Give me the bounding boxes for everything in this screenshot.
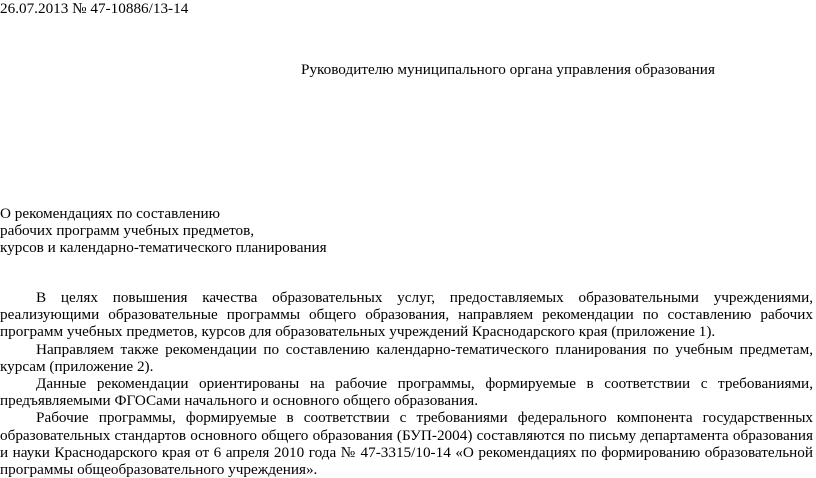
subject-line-2: рабочих программ учебных предметов, bbox=[0, 222, 255, 240]
paragraph-2: Направляем также рекомендации по составлению календарно-тематического планирования по учебным предметам, курсам (приложение 2). bbox=[0, 340, 813, 375]
document-number: 26.07.2013 № 47-10886/13-14 bbox=[0, 0, 189, 17]
paragraph-3: Данные рекомендации ориентированы на рабочие программы, формируемые в соответствии с требованиями, предъявляемыми ФГОСами начального и основного общего образования. bbox=[0, 375, 813, 410]
paragraph-1: В целях повышения качества образовательных услуг, предоставляемых образовательными учреждениями, реализующими образовательные программы общего образования, направляем рекомендации по составлению рабочих программ учебных предметов, курсов для образовательных учреждений Краснодарского края (приложение 1). bbox=[0, 289, 813, 341]
addressee-line: Руководителю муниципального органа управления образования bbox=[301, 61, 715, 78]
paragraph-4: Рабочие программы, формируемые в соответствии с требованиями федерального компонента государственных образовательных стандартов основного общего образования (БУП-2004) составляются по письму департамента образования и науки Краснодарского края от 6 апреля 2010 года № 47-3315/10-14 «О рекомендациях по формированию образовательной программы общеобразовательного учреждения». bbox=[0, 409, 813, 478]
subject-line-1: О рекомендациях по составлению bbox=[0, 205, 221, 222]
letter-body bbox=[0, 289, 813, 478]
subject-block bbox=[0, 205, 327, 257]
subject-line-3: курсов и календарно-тематического планирования bbox=[0, 239, 327, 257]
